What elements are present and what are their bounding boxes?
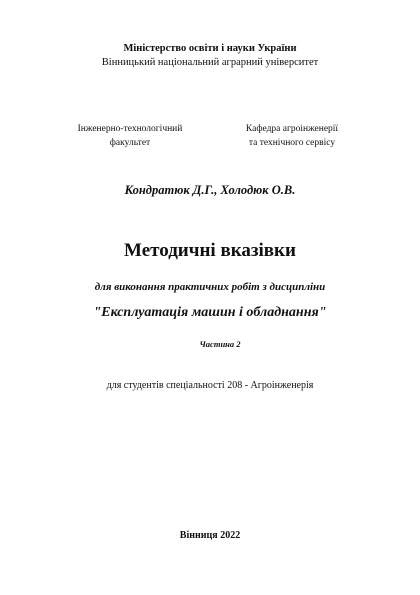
ministry-name: Міністерство освіти і науки України bbox=[123, 43, 297, 54]
faculty-line-1: Інженерно-технологічний bbox=[77, 124, 183, 134]
department-block bbox=[222, 122, 362, 150]
university-name: Вінницький національний аграрний університет bbox=[101, 57, 319, 68]
document-title: Методичні вказівки bbox=[124, 240, 296, 261]
part-number: Частина 2 bbox=[199, 339, 241, 349]
specialty-line: для студентів спеціальності 208 - Агроінженерія bbox=[106, 380, 314, 391]
department-line-2: та технічного сервісу bbox=[248, 138, 336, 148]
department-line-1: Кафедра агроінженерії bbox=[245, 124, 339, 134]
purpose-line: для виконання практичних робіт з дисципліни bbox=[94, 281, 326, 293]
city-year: Вінниця 2022 bbox=[179, 530, 241, 541]
discipline-name: "Експлуатація машин і обладнання" bbox=[93, 305, 327, 320]
faculty-line-2: факультет bbox=[109, 138, 151, 148]
authors: Кондратюк Д.Г., Холодюк О.В. bbox=[124, 183, 296, 197]
faculty-block bbox=[60, 122, 200, 150]
